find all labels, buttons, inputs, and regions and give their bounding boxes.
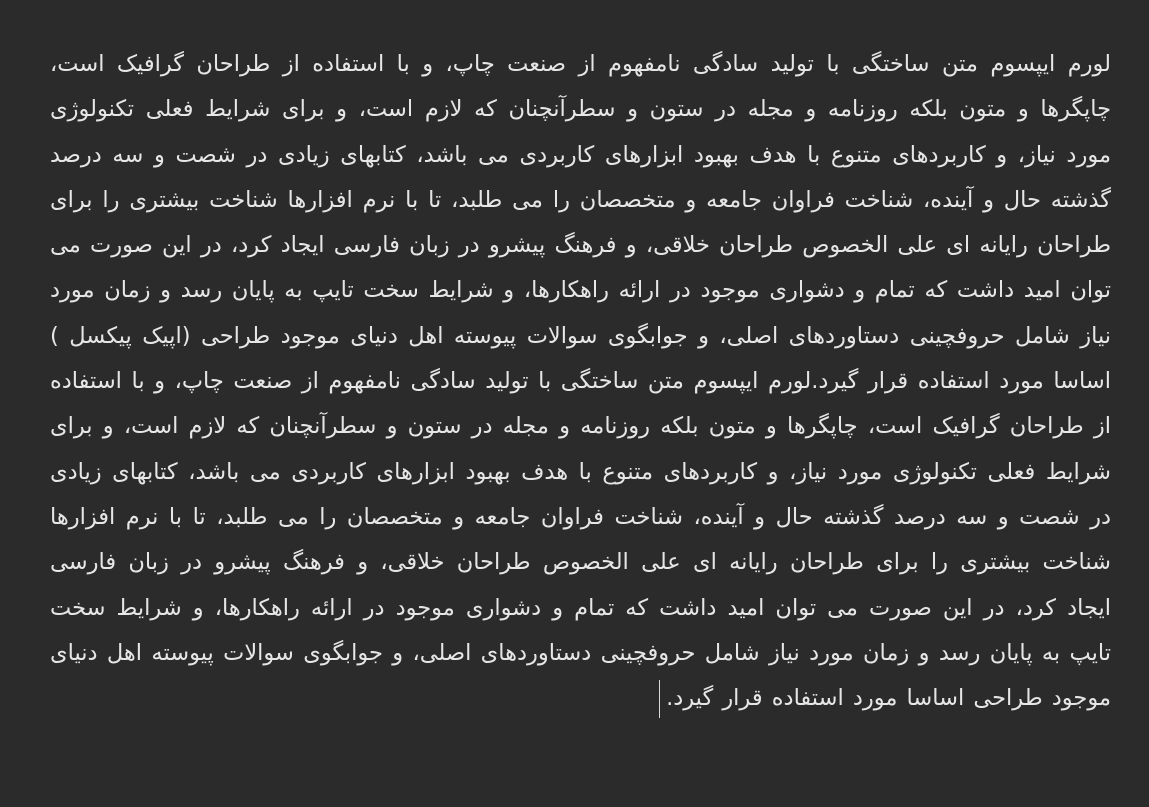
text-cursor [659, 680, 660, 718]
paragraph-text[interactable] [50, 42, 1111, 721]
paragraph-content: لورم ایپسوم متن ساختگی با تولید سادگی نامفهوم از صنعت چاپ، و با استفاده از طراحان گرافیک است، چاپگرها و متون بلکه روزنامه و مجله در ستون و سطرآنچنان که لازم است، و برای شرایط فعلی تکنولوژی مورد نیاز، و کاربردهای متنوع با هدف بهبود ابزارهای کاربردی می باشد، کتابهای زیادی در شصت و سه درصد گذشته حال و آینده، شناخت فراوان جامعه و متخصصان را می طلبد، تا با نرم افزارها شناخت بیشتری را برای طراحان رایانه ای علی الخصوص طراحان خلاقی، و فرهنگ پیشرو در زبان فارسی ایجاد کرد، در این صورت می توان امید داشت که تمام و دشواری موجود در ارائه راهکارها، و شرایط سخت تایپ به پایان رسد و زمان مورد نیاز شامل حروفچینی دستاوردهای اصلی، و جوابگوی سوالات پیوسته اهل دنیای موجود طراحی (اپیک پیکسل ) اساسا مورد استفاده قرار گیرد.لورم ایپسوم متن ساختگی با تولید سادگی نامفهوم از صنعت چاپ، و با استفاده از طراحان گرافیک است، چاپگرها و متون بلکه روزنامه و مجله در ستون و سطرآنچنان که لازم است، و برای شرایط فعلی تکنولوژی مورد نیاز، و کاربردهای متنوع با هدف بهبود ابزارهای کاربردی می باشد، کتابهای زیادی در شصت و سه درصد گذشته حال و آینده، شناخت فراوان جامعه و متخصصان را می طلبد، تا با نرم افزارها شناخت بیشتری را برای طراحان رایانه ای علی الخصوص طراحان خلاقی، و فرهنگ پیشرو در زبان فارسی ایجاد کرد، در این صورت می توان امید داشت که تمام و دشواری موجود در ارائه راهکارها، و شرایط سخت تایپ به پایان رسد و زمان مورد نیاز شامل حروفچینی دستاوردهای اصلی، و جوابگوی سوالات پیوسته اهل دنیای موجود طراحی اساسا مورد استفاده قرار گیرد. [50, 51, 1111, 712]
